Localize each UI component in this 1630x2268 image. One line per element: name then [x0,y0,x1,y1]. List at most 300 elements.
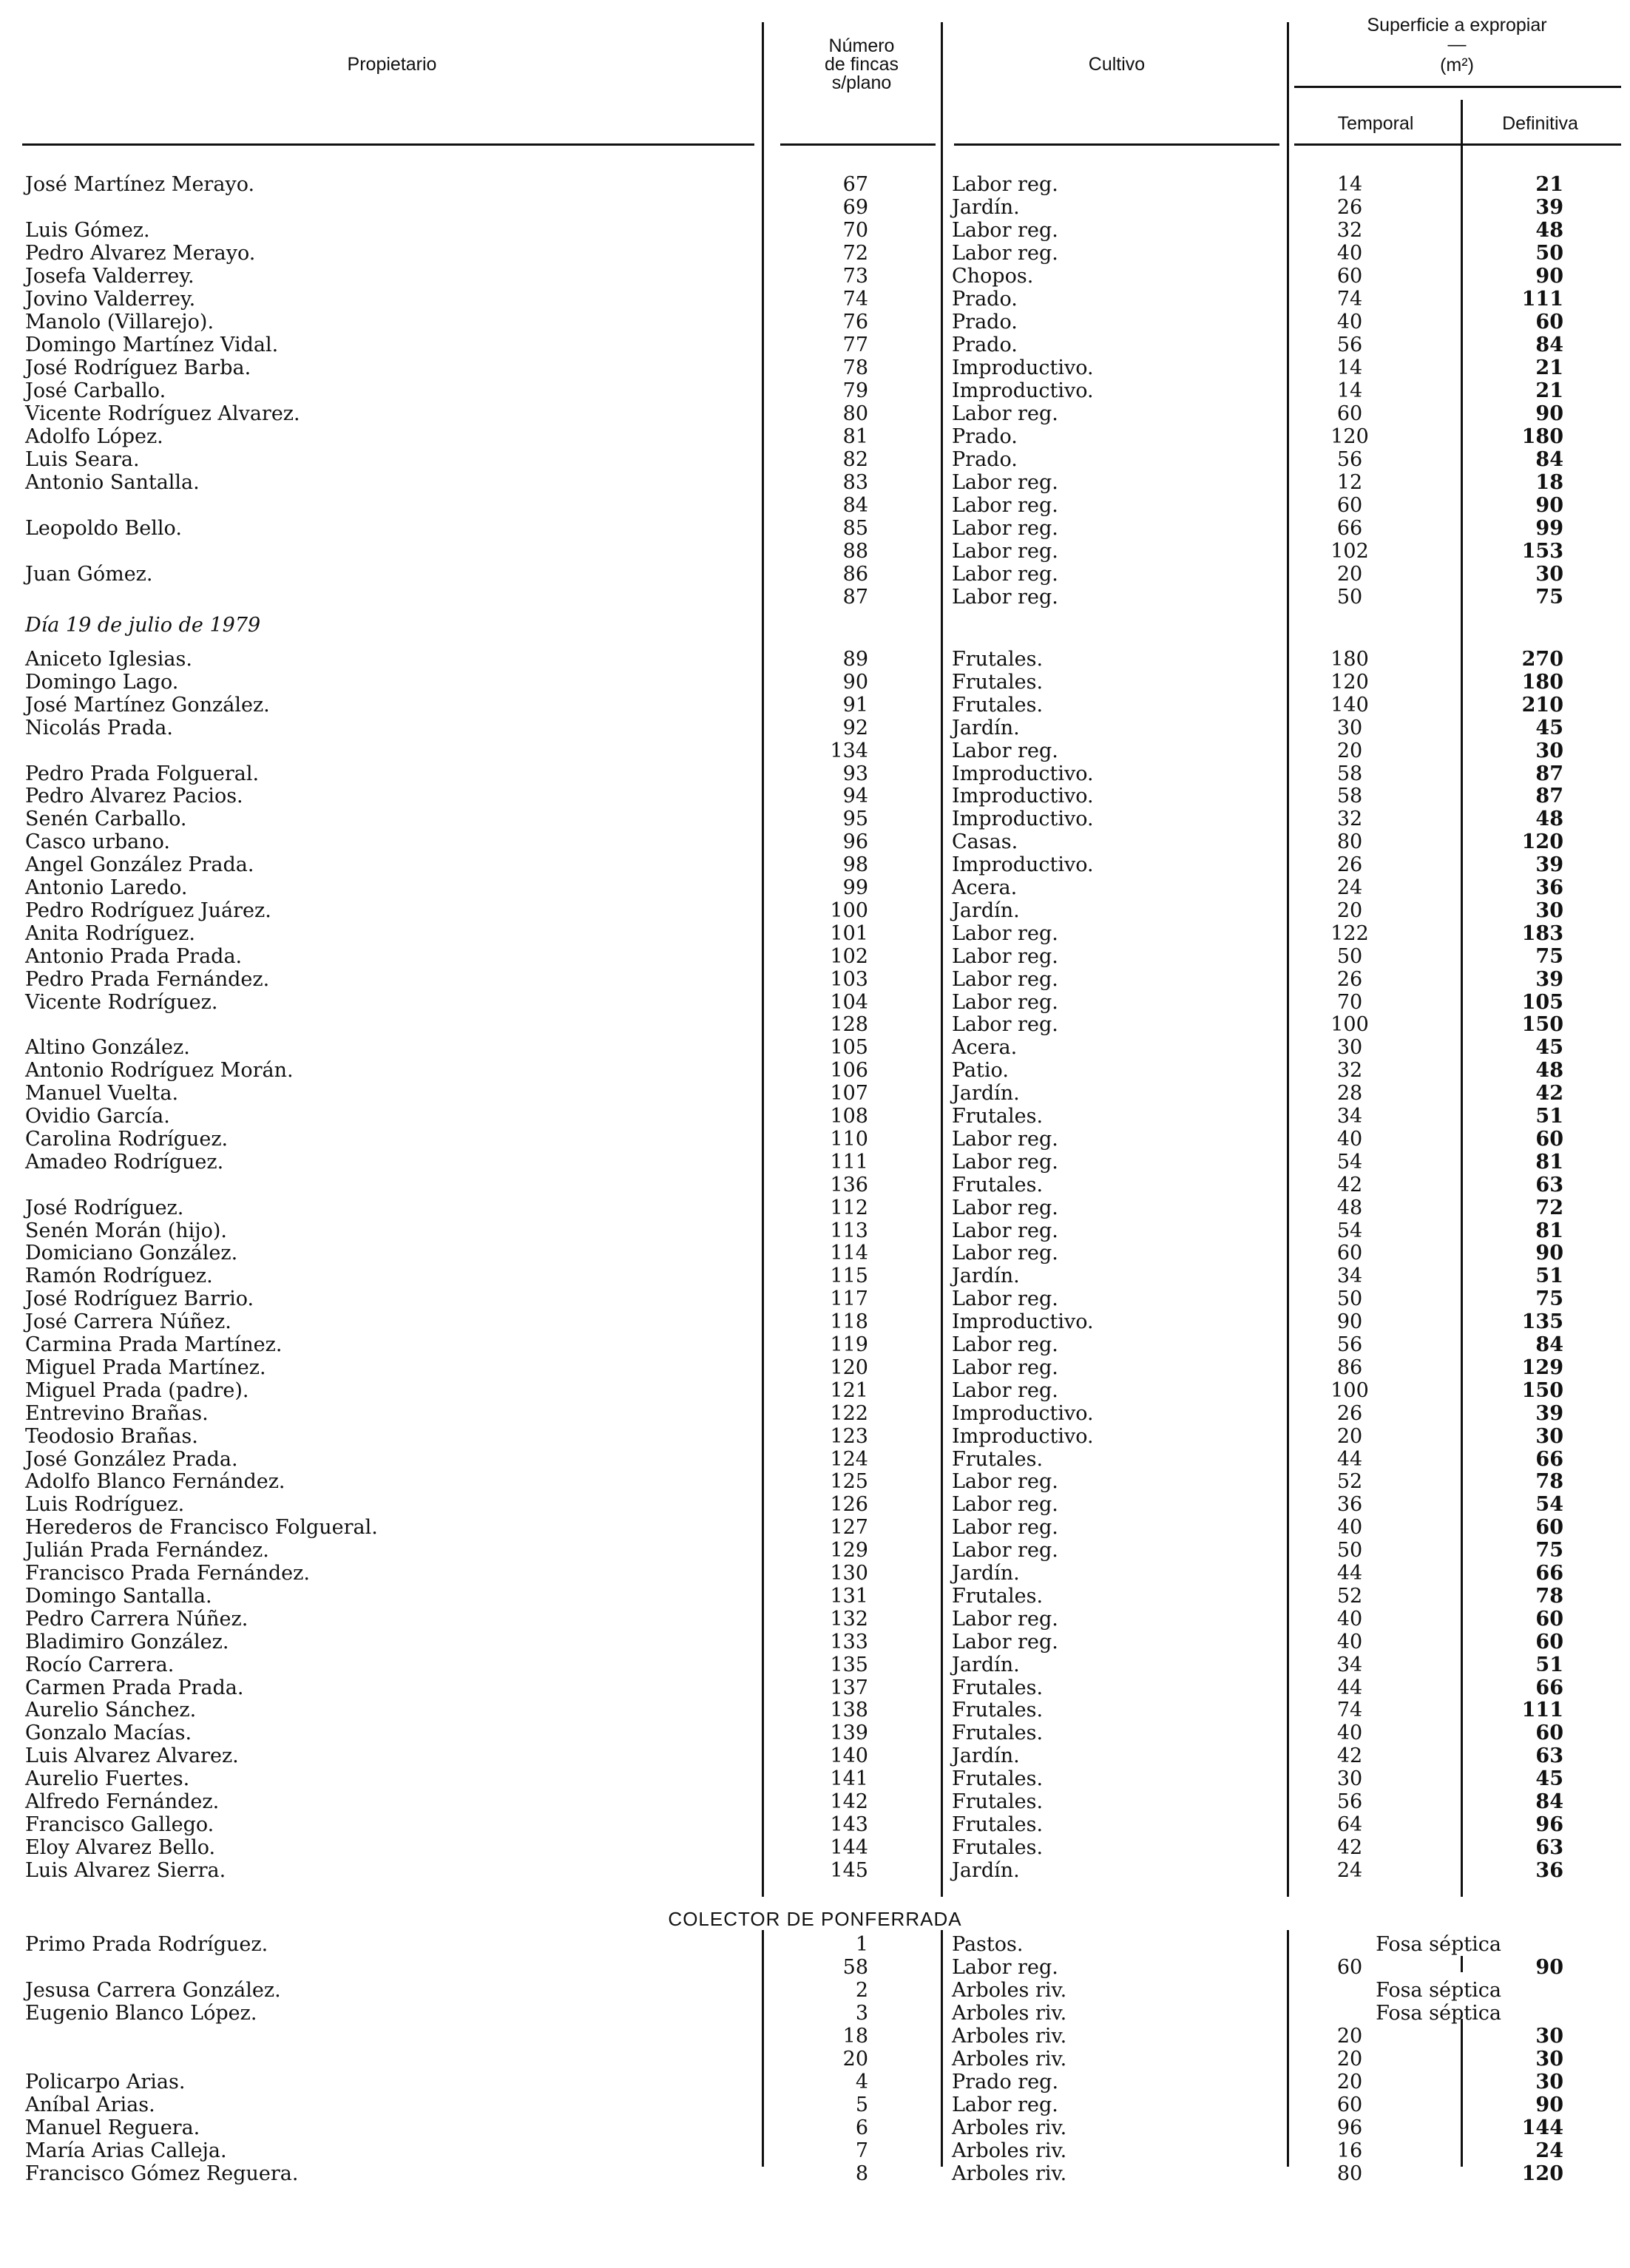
table-row [0,1608,1630,1631]
definitiva-cell: 39 [1535,853,1563,877]
table-row [0,1653,1630,1676]
table-row [0,876,1630,899]
definitiva-cell: 51 [1535,1105,1563,1128]
finca-number-cell: 72 [842,242,868,265]
owner-cell: Domiciano González. [25,1242,238,1265]
owner-cell: Luis Rodríguez. [25,1493,185,1517]
finca-number-cell: 103 [830,967,868,991]
temporal-cell: 100 [1330,1378,1369,1402]
cultivo-cell: Frutales. [952,693,1044,717]
cultivo-cell: Labor reg. [952,1607,1058,1631]
definitiva-cell: 45 [1535,1767,1563,1791]
finca-number-cell: 58 [842,1956,868,1979]
table-row [0,1813,1630,1836]
owner-cell: José Carrera Núñez. [25,1310,231,1334]
cultivo-cell: Labor reg. [952,1956,1058,1979]
owner-cell: Miguel Prada Martínez. [25,1355,266,1379]
cultivo-cell: Frutales. [952,1584,1044,1608]
finca-number-cell: 99 [842,876,868,899]
definitiva-cell: 183 [1521,921,1563,945]
finca-number-cell: 110 [830,1127,868,1151]
table-row [0,311,1630,334]
header-rule-bottom-4 [1294,143,1621,146]
finca-number-cell: 133 [830,1630,868,1653]
table-row [0,402,1630,425]
cultivo-cell: Improductivo. [952,853,1094,877]
finca-number-cell: 88 [842,540,868,563]
table-row [0,379,1630,402]
temporal-cell: 44 [1336,1676,1363,1699]
definitiva-cell: 210 [1521,693,1563,717]
table-row [0,2048,1630,2071]
finca-number-cell: 95 [842,808,868,831]
temporal-cell: 60 [1336,265,1363,288]
table-row [0,540,1630,563]
finca-number-cell: 115 [830,1265,868,1288]
cultivo-cell: Labor reg. [952,517,1058,540]
owner-cell: Francisco Gallego. [25,1812,214,1836]
owner-cell: Manuel Vuelta. [25,1082,179,1106]
table-row [0,1219,1630,1242]
cultivo-cell: Labor reg. [952,1196,1058,1219]
cultivo-cell: Labor reg. [952,1516,1058,1540]
temporal-cell: 32 [1336,219,1363,242]
table-row [0,1151,1630,1174]
definitiva-cell: 84 [1535,334,1563,356]
owner-cell: Carmen Prada Prada. [25,1676,244,1699]
temporal-cell: 40 [1336,1607,1363,1631]
header-rule-bottom-1 [22,143,754,146]
finca-number-cell: 129 [830,1539,868,1563]
owner-cell: Miguel Prada (padre). [25,1378,249,1402]
owner-cell: Pedro Alvarez Merayo. [25,242,256,265]
owner-cell: Anita Rodríguez. [25,921,195,945]
owner-cell: Teodosio Brañas. [25,1424,198,1448]
owner-cell: Ramón Rodríguez. [25,1265,213,1288]
finca-number-cell: 124 [830,1447,868,1471]
finca-number-cell: 118 [830,1310,868,1334]
definitiva-cell: 90 [1535,2093,1563,2116]
table-row [0,1425,1630,1448]
definitiva-cell: 36 [1535,1858,1563,1882]
owner-cell: Altino González. [25,1036,190,1060]
finca-number-cell: 84 [842,494,868,517]
cultivo-cell: Arboles riv. [952,2139,1067,2162]
owner-cell: Policarpo Arias. [25,2071,186,2093]
finca-number-cell: 105 [830,1036,868,1060]
cultivo-cell: Frutales. [952,1790,1044,1813]
colector-heading [0,1908,1630,1931]
definitiva-cell: 180 [1521,670,1563,694]
temporal-cell: 96 [1336,2116,1363,2139]
table-row [0,1265,1630,1287]
finca-number-cell: 67 [842,173,868,196]
temporal-cell: 26 [1336,196,1363,219]
cultivo-cell: Frutales. [952,1105,1044,1128]
definitiva-cell: 96 [1535,1812,1563,1836]
table-row [0,1036,1630,1059]
cultivo-cell: Jardín. [952,1744,1020,1768]
temporal-cell: 30 [1336,716,1363,739]
temporal-cell: 122 [1330,921,1369,945]
temporal-cell: 54 [1336,1150,1363,1174]
finca-number-cell: 79 [842,379,868,402]
table-row [0,265,1630,288]
cultivo-cell: Acera. [952,876,1018,899]
cultivo-cell: Frutales. [952,1173,1044,1196]
table-row [0,1836,1630,1859]
finca-number-cell: 89 [842,648,868,671]
cultivo-cell: Frutales. [952,1676,1044,1699]
definitiva-cell: 36 [1535,876,1563,899]
definitiva-cell: 66 [1535,1447,1563,1471]
definitiva-cell: 39 [1535,196,1563,219]
temporal-cell: 56 [1336,1790,1363,1813]
fosa-septica-cell: Fosa séptica [1376,1979,1501,2002]
table-row [0,2071,1630,2093]
temporal-cell: 50 [1336,1287,1363,1311]
owner-cell: Entrevino Brañas. [25,1401,209,1425]
owner-cell: Amadeo Rodríguez. [25,1150,224,1174]
definitiva-cell: 30 [1535,2025,1563,2048]
owner-cell: Manolo (Villarejo). [25,311,214,334]
header-definitiva: Definitiva [1502,113,1578,134]
finca-number-cell: 113 [830,1219,868,1242]
finca-number-cell: 142 [830,1790,868,1813]
owner-cell: Aniceto Iglesias. [25,648,192,671]
cultivo-cell: Labor reg. [952,1539,1058,1563]
definitiva-cell: 21 [1535,173,1563,196]
table-row [0,2116,1630,2139]
finca-number-cell: 138 [830,1699,868,1722]
definitiva-cell: 63 [1535,1744,1563,1768]
temporal-cell: 44 [1336,1562,1363,1585]
temporal-cell: 56 [1336,334,1363,356]
temporal-cell: 30 [1336,1036,1363,1060]
definitiva-cell: 150 [1521,1378,1563,1402]
definitiva-cell: 48 [1535,219,1563,242]
cultivo-cell: Labor reg. [952,990,1058,1014]
cultivo-cell: Arboles riv. [952,2025,1067,2048]
finca-number-cell: 145 [830,1858,868,1882]
owner-cell: Antonio Santalla. [25,471,200,494]
temporal-cell: 20 [1336,2048,1363,2071]
finca-number-cell: 122 [830,1401,868,1425]
definitiva-cell: 144 [1521,2116,1563,2139]
definitiva-cell: 30 [1535,1424,1563,1448]
temporal-cell: 54 [1336,1219,1363,1242]
finca-number-cell: 96 [842,830,868,854]
definitiva-cell: 60 [1535,1607,1563,1631]
colector-title: COLECTOR DE PONFERRADA [668,1908,962,1930]
table-row [0,1379,1630,1402]
definitiva-cell: 84 [1535,448,1563,471]
definitiva-cell: 105 [1521,990,1563,1014]
cultivo-cell: Improductivo. [952,356,1094,379]
owner-cell: Eloy Alvarez Bello. [25,1835,216,1859]
table-row [0,1013,1630,1036]
table-row [0,2025,1630,2048]
finca-number-cell: 98 [842,853,868,877]
definitiva-cell: 60 [1535,1127,1563,1151]
temporal-cell: 16 [1336,2139,1363,2162]
temporal-cell: 120 [1330,670,1369,694]
owner-cell: Rocío Carrera. [25,1653,175,1676]
cultivo-cell: Arboles riv. [952,2162,1067,2185]
temporal-cell: 14 [1336,356,1363,379]
date-heading-text: Día 19 de julio de 1979 [25,614,261,637]
cultivo-cell: Labor reg. [952,540,1058,563]
definitiva-cell: 90 [1535,494,1563,517]
cultivo-cell: Frutales. [952,1835,1044,1859]
definitiva-cell: 18 [1535,471,1563,494]
table-row [0,173,1630,196]
temporal-cell: 36 [1336,1493,1363,1517]
cultivo-cell: Pastos. [952,1933,1024,1956]
cultivo-cell: Labor reg. [952,967,1058,991]
cultivo-cell: Jardín. [952,898,1020,922]
fosa-septica-cell: Fosa séptica [1376,2002,1501,2025]
definitiva-cell: 30 [1535,2071,1563,2093]
definitiva-cell: 39 [1535,1401,1563,1425]
owner-cell: Antonio Prada Prada. [25,944,243,968]
owner-cell: Herederos de Francisco Folgueral. [25,1516,378,1540]
temporal-cell: 80 [1336,830,1363,854]
definitiva-cell: 63 [1535,1173,1563,1196]
table-row [0,1470,1630,1493]
table-row [0,1956,1630,1979]
definitiva-cell: 90 [1535,265,1563,288]
owner-cell: Adolfo López. [25,425,163,448]
table-row [0,1539,1630,1562]
temporal-cell: 74 [1336,288,1363,311]
owner-cell: Gonzalo Macías. [25,1722,192,1745]
cultivo-cell: Improductivo. [952,1424,1094,1448]
table-row [0,2002,1630,2025]
header-rule-superficie [1294,86,1621,88]
cultivo-cell: Labor reg. [952,2093,1058,2116]
cultivo-cell: Prado. [952,288,1018,311]
table-row [0,1402,1630,1425]
temporal-cell: 24 [1336,876,1363,899]
finca-number-cell: 143 [830,1812,868,1836]
definitiva-cell: 45 [1535,1036,1563,1060]
table-row [0,1722,1630,1744]
owner-cell: José Martínez Merayo. [25,173,255,196]
header-rule-bottom-2 [780,143,936,146]
cultivo-cell: Jardín. [952,1265,1020,1288]
cultivo-cell: Labor reg. [952,1378,1058,1402]
cultivo-cell: Labor reg. [952,219,1058,242]
cultivo-cell: Casas. [952,830,1018,854]
owner-cell: Manuel Reguera. [25,2116,200,2139]
cultivo-cell: Arboles riv. [952,2002,1067,2025]
finca-number-cell: 2 [855,1979,868,2002]
finca-number-cell: 121 [830,1378,868,1402]
table-row [0,1859,1630,1882]
temporal-cell: 20 [1336,898,1363,922]
owner-cell: José González Prada. [25,1447,238,1471]
cultivo-cell: Prado. [952,334,1018,356]
table-row [0,1242,1630,1265]
table-row [0,517,1630,540]
definitiva-cell: 21 [1535,356,1563,379]
finca-number-cell: 139 [830,1722,868,1745]
definitiva-cell: 270 [1521,648,1563,671]
cultivo-cell: Labor reg. [952,173,1058,196]
cultivo-cell: Arboles riv. [952,1979,1067,2002]
definitiva-cell: 42 [1535,1082,1563,1106]
cultivo-cell: Labor reg. [952,944,1058,968]
owner-cell: José Rodríguez. [25,1196,184,1219]
cultivo-cell: Labor reg. [952,739,1058,762]
finca-number-cell: 114 [830,1242,868,1265]
finca-number-cell: 3 [855,2002,868,2025]
owner-cell: Julián Prada Fernández. [25,1539,269,1563]
table-row [0,1356,1630,1379]
finca-number-cell: 107 [830,1082,868,1106]
temporal-cell: 102 [1330,540,1369,563]
cultivo-cell: Labor reg. [952,1127,1058,1151]
table-row [0,2139,1630,2162]
header-unidad: (m²) [1440,55,1474,75]
temporal-cell: 60 [1336,494,1363,517]
owner-cell: Domingo Lago. [25,670,179,694]
temporal-cell: 42 [1336,1835,1363,1859]
cultivo-cell: Improductivo. [952,1401,1094,1425]
table-row [0,1631,1630,1653]
finca-number-cell: 106 [830,1059,868,1083]
definitiva-cell: 51 [1535,1265,1563,1288]
temporal-cell: 60 [1336,1242,1363,1265]
temporal-cell: 70 [1336,990,1363,1014]
definitiva-cell: 60 [1535,1722,1563,1745]
finca-number-cell: 76 [842,311,868,334]
cultivo-cell: Labor reg. [952,471,1058,494]
owner-cell: Jovino Valderrey. [25,288,196,311]
definitiva-cell: 48 [1535,1059,1563,1083]
table-row [0,853,1630,876]
finca-number-cell: 86 [842,563,868,586]
owner-cell: Luis Alvarez Sierra. [25,1858,226,1882]
cultivo-cell: Prado. [952,448,1018,471]
cultivo-cell: Chopos. [952,265,1034,288]
finca-number-cell: 70 [842,219,868,242]
finca-number-cell: 125 [830,1470,868,1494]
cultivo-cell: Jardín. [952,1562,1020,1585]
cultivo-cell: Jardín. [952,1653,1020,1676]
cultivo-cell: Jardín. [952,1082,1020,1106]
definitiva-cell: 153 [1521,540,1563,563]
table-row [0,1448,1630,1471]
cultivo-cell: Prado. [952,311,1018,334]
temporal-cell: 86 [1336,1355,1363,1379]
table-row [0,1676,1630,1699]
owner-cell: Pedro Rodríguez Juárez. [25,898,271,922]
owner-cell: José Martínez González. [25,693,270,717]
definitiva-cell: 87 [1535,785,1563,808]
definitiva-cell: 60 [1535,1516,1563,1540]
cultivo-cell: Labor reg. [952,402,1058,425]
temporal-cell: 20 [1336,1424,1363,1448]
cultivo-cell: Jardín. [952,1858,1020,1882]
table-row [0,830,1630,853]
definitiva-cell: 75 [1535,586,1563,609]
temporal-cell: 40 [1336,1722,1363,1745]
finca-number-cell: 108 [830,1105,868,1128]
table-row [0,334,1630,356]
owner-cell: Angel González Prada. [25,853,254,877]
temporal-cell: 48 [1336,1196,1363,1219]
temporal-cell: 34 [1336,1105,1363,1128]
table-row [0,762,1630,785]
finca-number-cell: 8 [855,2162,868,2185]
table-row [0,1310,1630,1333]
temporal-cell: 60 [1336,1956,1363,1979]
owner-cell: Luis Alvarez Alvarez. [25,1744,239,1768]
finca-number-cell: 73 [842,265,868,288]
table-row [0,1979,1630,2002]
owner-cell: José Carballo. [25,379,166,402]
finca-number-cell: 111 [830,1150,868,1174]
owner-cell: Francisco Prada Fernández. [25,1562,310,1585]
cultivo-cell: Labor reg. [952,494,1058,517]
finca-number-cell: 101 [830,921,868,945]
cultivo-cell: Labor reg. [952,1355,1058,1379]
temporal-cell: 60 [1336,2093,1363,2116]
table-row [0,648,1630,671]
definitiva-cell: 30 [1535,2048,1563,2071]
cultivo-cell: Frutales. [952,1447,1044,1471]
owner-cell: Domingo Martínez Vidal. [25,334,279,356]
table-row [0,991,1630,1014]
table-row [0,1196,1630,1219]
finca-number-cell: 92 [842,716,868,739]
definitiva-cell: 84 [1535,1333,1563,1356]
cultivo-cell: Frutales. [952,1767,1044,1791]
table-row [0,945,1630,968]
cultivo-cell: Jardín. [952,196,1020,219]
temporal-cell: 52 [1336,1584,1363,1608]
definitiva-cell: 87 [1535,762,1563,785]
definitiva-cell: 60 [1535,311,1563,334]
definitiva-cell: 21 [1535,379,1563,402]
temporal-cell: 140 [1330,693,1369,717]
header-numero-line1: Número [828,35,895,56]
definitiva-cell: 99 [1535,517,1563,540]
table-row [0,808,1630,830]
owner-cell: María Arias Calleja. [25,2139,227,2162]
table-row [0,288,1630,311]
temporal-cell: 58 [1336,785,1363,808]
definitiva-cell: 75 [1535,944,1563,968]
temporal-cell: 26 [1336,1401,1363,1425]
definitiva-cell: 48 [1535,808,1563,831]
table-row [0,563,1630,586]
table-row [0,1493,1630,1516]
temporal-cell: 26 [1336,967,1363,991]
date-heading [0,614,1630,637]
temporal-cell: 74 [1336,1699,1363,1722]
owner-cell: Aurelio Sánchez. [25,1699,197,1722]
temporal-cell: 58 [1336,762,1363,785]
temporal-cell: 32 [1336,1059,1363,1083]
definitiva-cell: 63 [1535,1835,1563,1859]
table-row [0,968,1630,991]
definitiva-cell: 75 [1535,1539,1563,1563]
owner-cell: Francisco Gómez Reguera. [25,2162,299,2185]
cultivo-cell: Prado reg. [952,2071,1059,2093]
